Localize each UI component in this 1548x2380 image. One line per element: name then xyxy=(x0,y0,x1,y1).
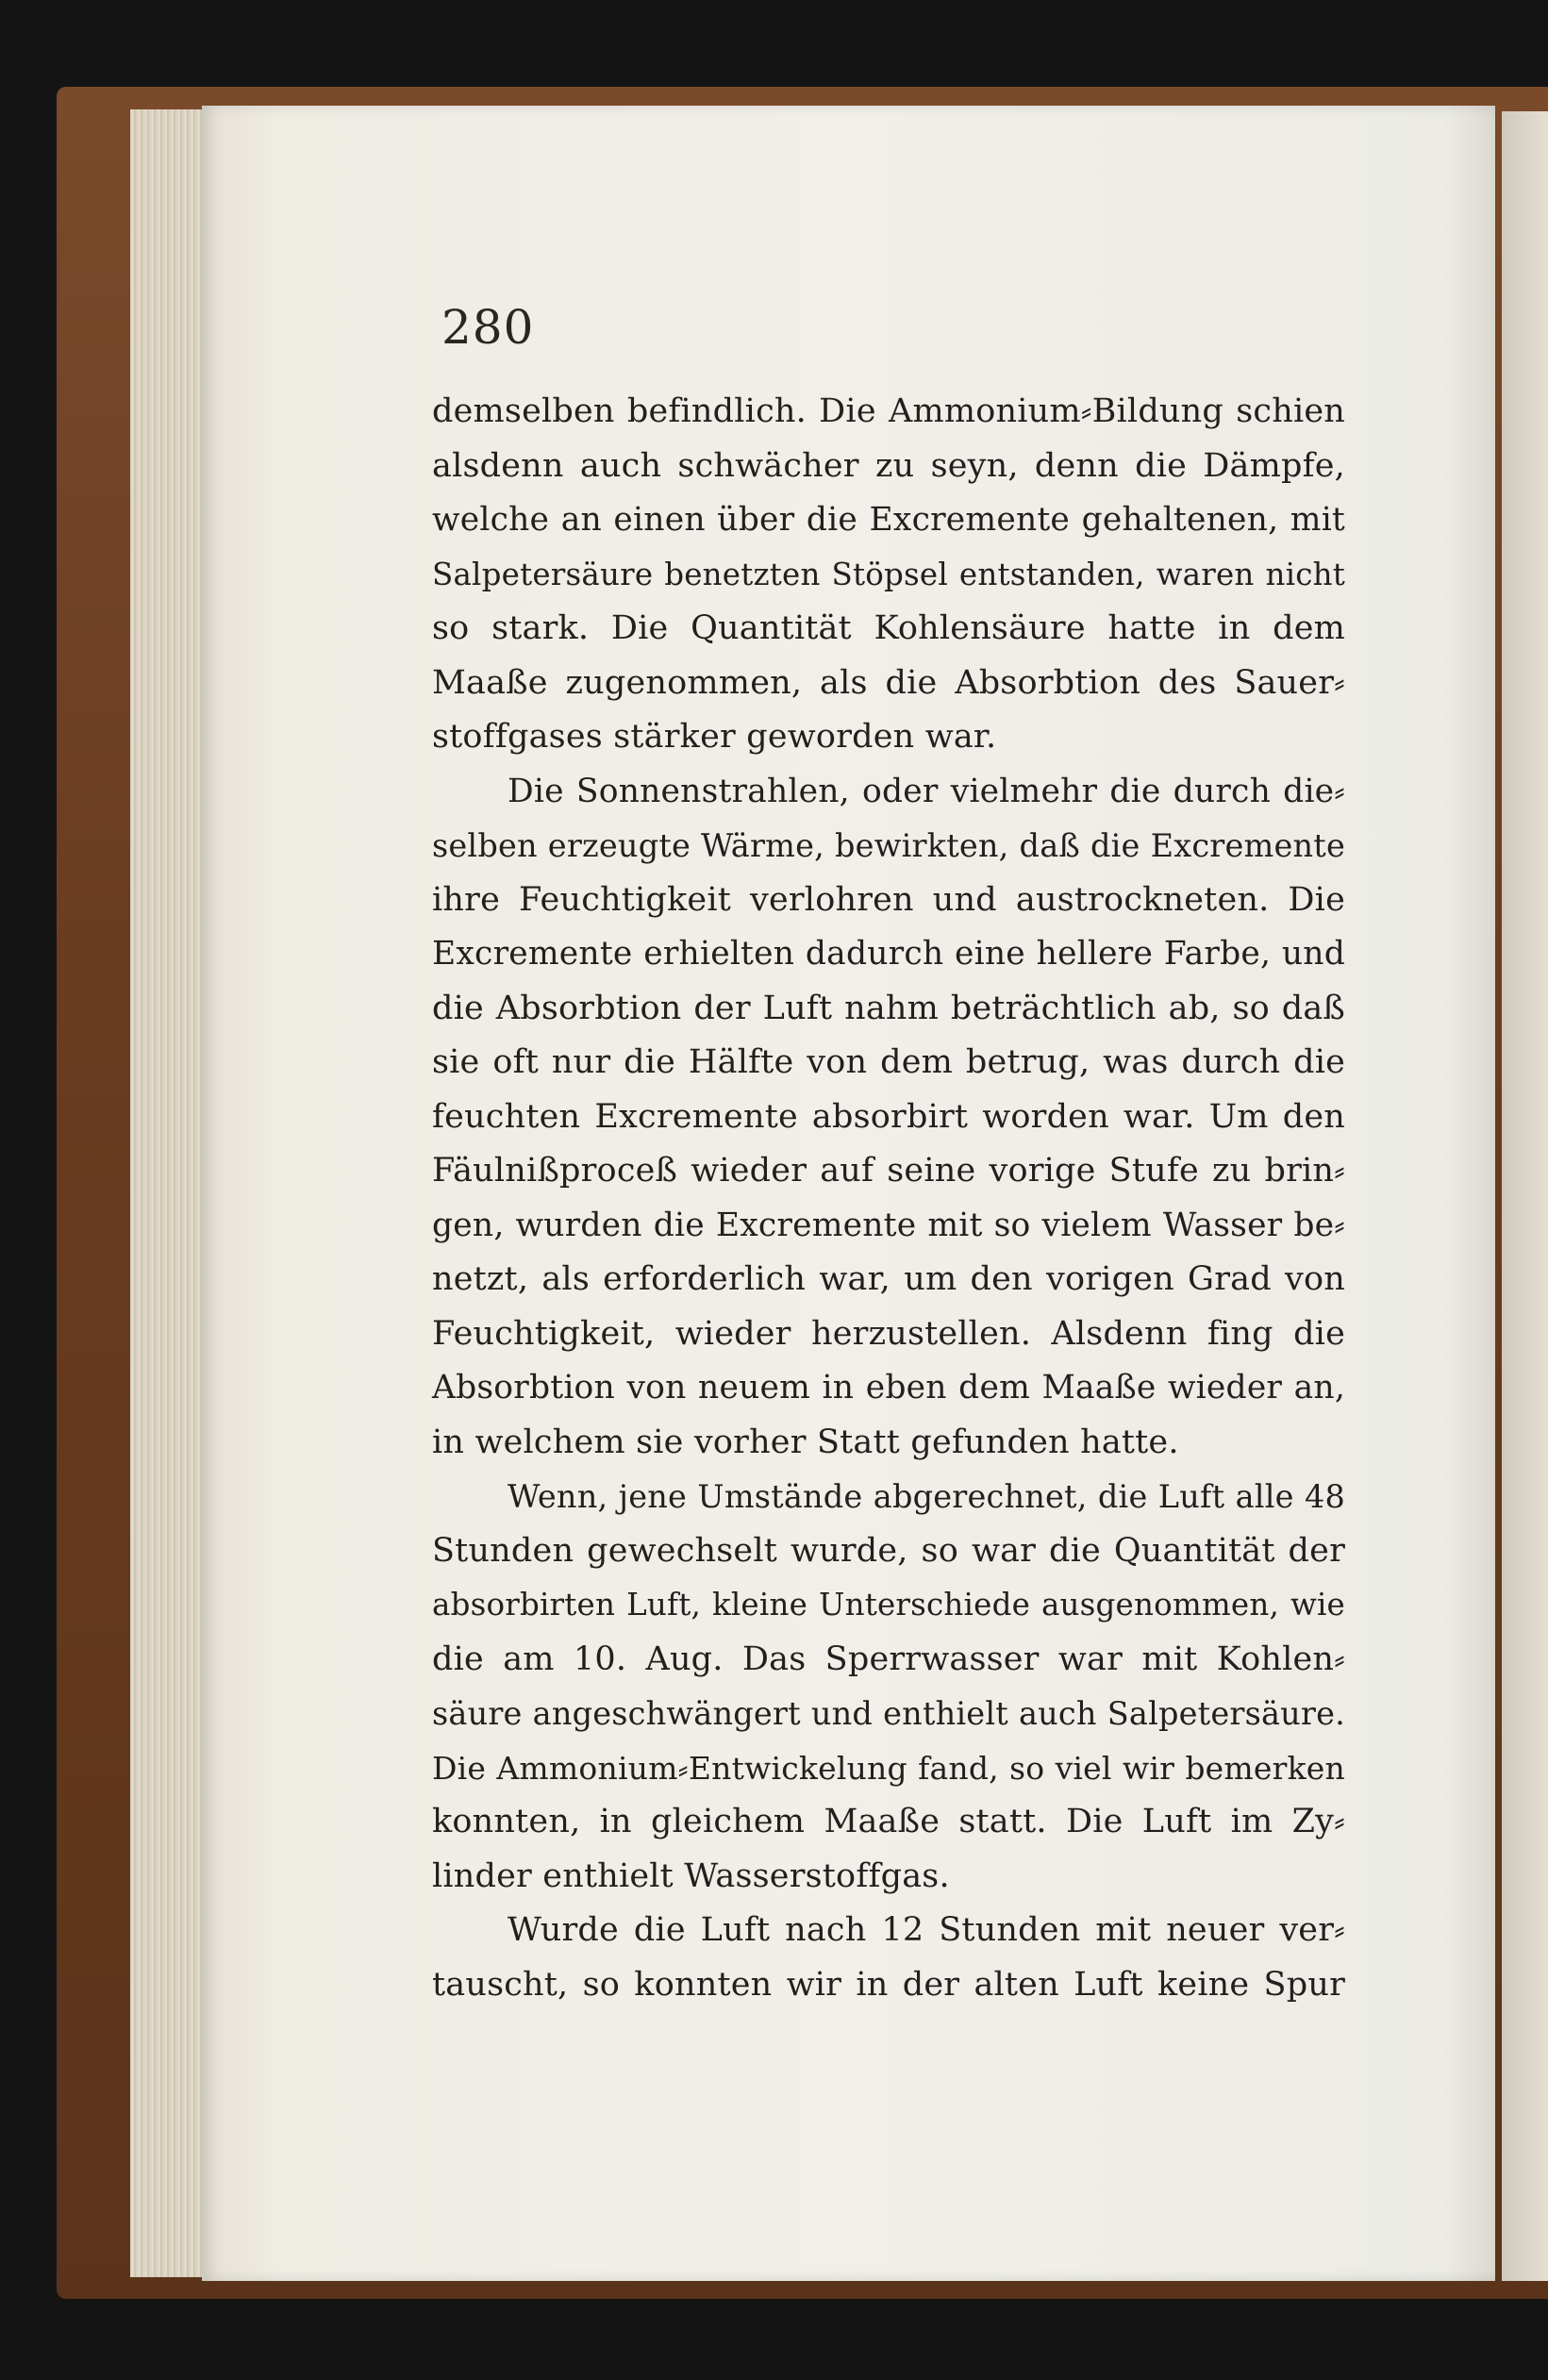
text-line: tauscht, so konnten wir in der alten Luft keine Spur xyxy=(432,1965,1345,2004)
text-line: Fäulnißproceß wieder auf seine vorige Stufe zu brin⸗ xyxy=(432,1152,1345,1190)
text-line: Wurde die Luft nach 12 Stunden mit neuer ver⸗ xyxy=(508,1911,1345,1949)
text-line: Stunden gewechselt wurde, so war die Quantität der xyxy=(432,1531,1345,1570)
text-line: Absorbtion von neuem in eben dem Maaße wieder an, xyxy=(432,1369,1345,1406)
text-line: die Absorbtion der Luft nahm beträchtlich ab, so daß xyxy=(432,989,1345,1027)
text-line: Maaße zugenommen, als die Absorbtion des Sauer⸗ xyxy=(432,663,1345,702)
facing-page-edge xyxy=(1502,111,1548,2281)
text-line: Wenn, jene Umstände abgerechnet, die Luft alle 48 xyxy=(508,1478,1345,1515)
text-line: Excremente erhielten dadurch eine hellere Farbe, und xyxy=(432,935,1345,973)
page-block-edges xyxy=(130,109,208,2277)
text-line: die am 10. Aug. Das Sperrwasser war mit Kohlen⸗ xyxy=(432,1639,1345,1678)
text-line: demselben befindlich. Die Ammonium⸗Bildung schien xyxy=(432,392,1345,430)
text-line: feuchten Excremente absorbirt worden war. Um den xyxy=(432,1097,1345,1136)
text-line: alsdenn auch schwächer zu seyn, denn die Dämpfe, xyxy=(432,446,1345,485)
text-line: Die Sonnenstrahlen, oder vielmehr die durch die⸗ xyxy=(508,772,1345,810)
text-line: selben erzeugte Wärme, bewirkten, daß die Excremente xyxy=(432,827,1345,864)
text-line: welche an einen über die Excremente gehaltenen, mit xyxy=(432,501,1345,539)
text-line: absorbirten Luft, kleine Unterschiede ausgenommen, wie xyxy=(432,1587,1345,1623)
page-text xyxy=(432,385,1345,2012)
text-line: ihre Feuchtigkeit verlohren und austrockneten. Die xyxy=(432,880,1345,919)
text-line: Salpetersäure benetzten Stöpsel entstanden, waren nicht xyxy=(432,556,1345,592)
text-line: säure angeschwängert und enthielt auch Salpetersäure. xyxy=(432,1695,1345,1732)
text-line: Feuchtigkeit, wieder herzustellen. Alsdenn fing die xyxy=(432,1314,1345,1353)
text-line: linder enthielt Wasserstoffgas. xyxy=(432,1856,950,1895)
text-line: konnten, in gleichem Maaße statt. Die Luft im Zy⸗ xyxy=(432,1803,1345,1840)
page-number: 280 xyxy=(441,300,535,355)
text-line: sie oft nur die Hälfte von dem betrug, was durch die xyxy=(432,1043,1345,1081)
text-line: in welchem sie vorher Statt gefunden hatte. xyxy=(432,1423,1179,1461)
text-line: netzt, als erforderlich war, um den vorigen Grad von xyxy=(432,1260,1345,1298)
text-line: stoffgases stärker geworden war. xyxy=(432,718,997,756)
text-line: so stark. Die Quantität Kohlensäure hatte in dem xyxy=(432,609,1345,647)
text-line: gen, wurden die Excremente mit so vielem Wasser be⸗ xyxy=(432,1206,1345,1244)
text-line: Die Ammonium⸗Entwickelung fand, so viel wir bemerken xyxy=(432,1749,1345,1787)
